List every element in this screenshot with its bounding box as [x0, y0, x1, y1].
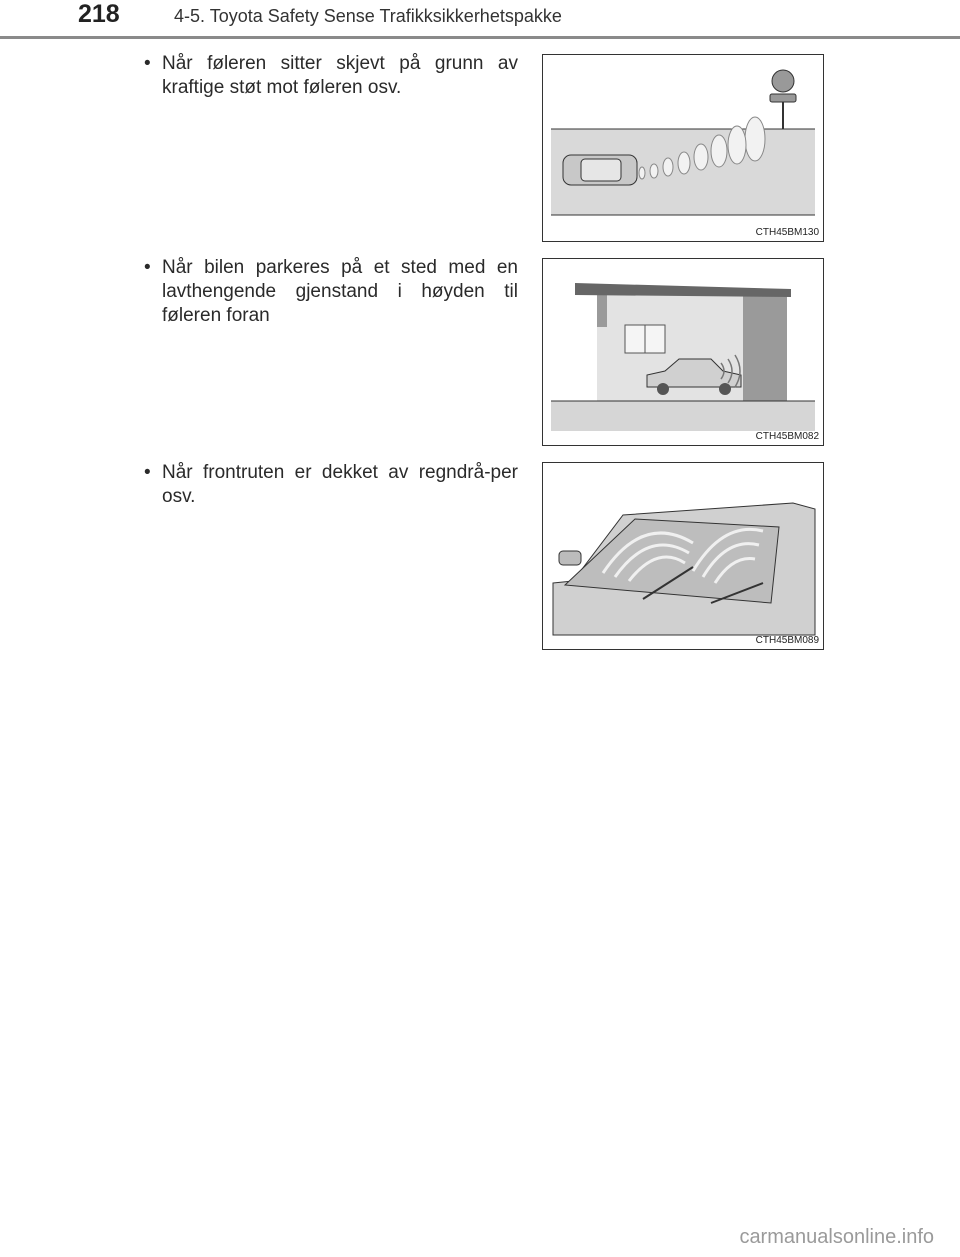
list-item-text: Når bilen parkeres på et sted med en lavthengende gjenstand i høyden til føleren foran	[162, 257, 518, 326]
page-number: 218	[78, 0, 120, 28]
figure-misaligned-sensor	[542, 54, 824, 242]
section-title: 4-5. Toyota Safety Sense Trafikksikkerhetspakke	[174, 6, 562, 26]
header-rule	[0, 36, 960, 39]
misaligned-sensor-illustration	[543, 55, 823, 241]
raindrops-windshield-illustration	[543, 463, 823, 649]
figure-code: CTH45BM130	[755, 227, 819, 238]
figure-code: CTH45BM089	[755, 635, 819, 646]
list-item	[144, 461, 518, 509]
list-item-text: Når frontruten er dekket av regndrå-per osv.	[162, 462, 518, 507]
figure-raindrops-windshield	[542, 462, 824, 650]
watermark: carmanualsonline.info	[739, 1226, 934, 1248]
list-item-text: Når føleren sitter skjevt på grunn av kraftige støt mot føleren osv.	[162, 53, 518, 98]
bullet-marker: •	[144, 462, 151, 483]
list-item	[144, 256, 518, 328]
list-item	[144, 52, 518, 100]
bullet-marker: •	[144, 257, 151, 278]
bullet-marker: •	[144, 53, 151, 74]
page-header	[0, 0, 960, 40]
figure-low-hanging-object	[542, 258, 824, 446]
low-hanging-object-illustration	[543, 259, 823, 445]
figure-code: CTH45BM082	[755, 431, 819, 442]
